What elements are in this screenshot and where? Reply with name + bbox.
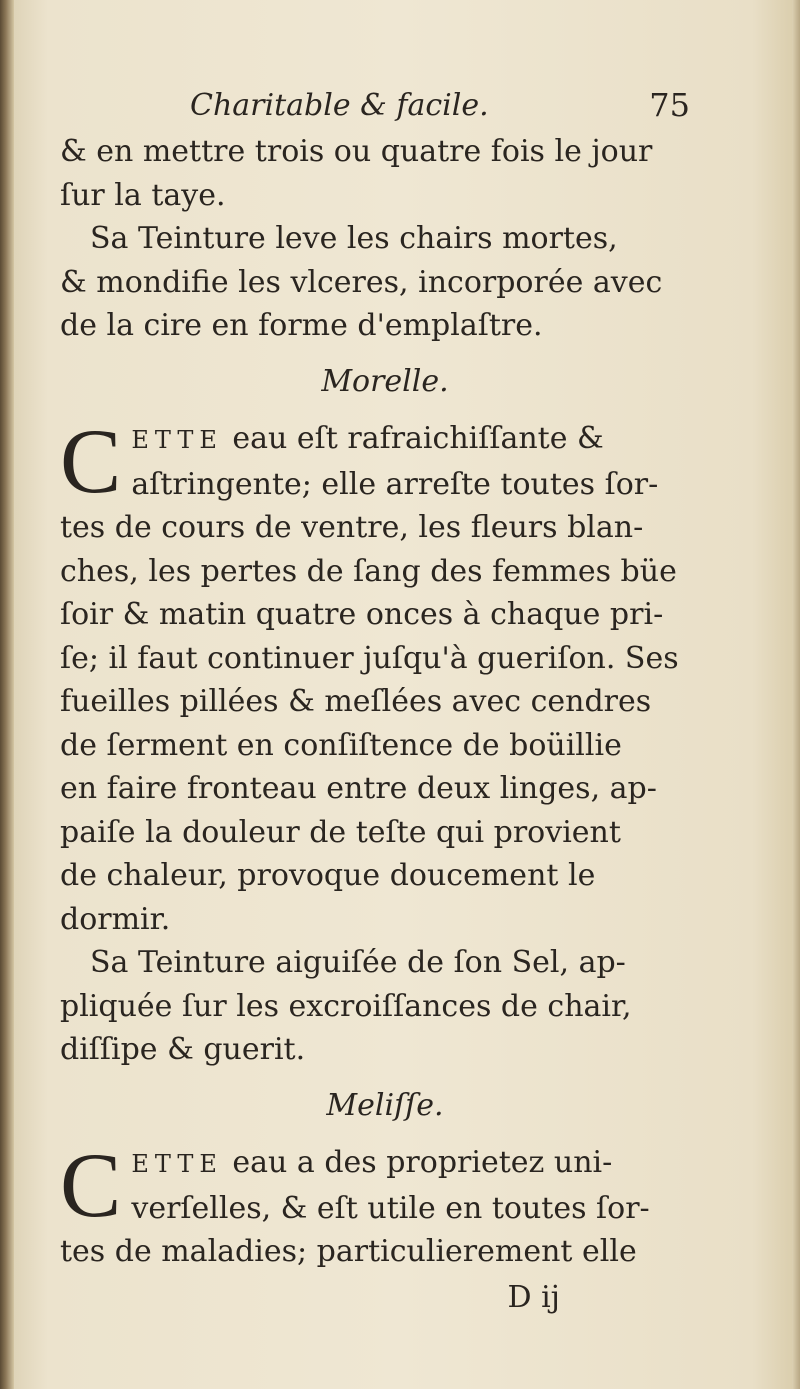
text-line: verſelles, & eſt utile en toutes ſor- (131, 1190, 650, 1226)
text-line: ches, les pertes de ſang des femmes büe (60, 553, 677, 589)
text-line: aſtringente; elle arreſte toutes ſor- (131, 466, 659, 502)
page-right-edge (792, 0, 800, 1389)
text-line: fueilles pillées & meſlées avec cendres (60, 684, 652, 719)
section-teinture (60, 217, 710, 348)
running-title: Charitable & facile. (190, 88, 489, 123)
page-number: 75 (649, 86, 690, 124)
text-line: de la cire en forme d'emplaſtre. (60, 308, 543, 343)
text-line: de ſerment en conſiſtence de boüillie (60, 727, 622, 763)
text-line: Sa Teinture leve les chairs mortes, (90, 221, 618, 256)
paragraph-melisse (60, 1134, 710, 1274)
drop-cap: C (60, 410, 122, 512)
text-line: diſſipe & guerit. (60, 1032, 306, 1067)
text-line: dormir. (60, 901, 171, 937)
section-continuation (60, 130, 710, 217)
text-line: Sa Teinture aiguiſée de ſon Sel, ap- (90, 945, 626, 980)
text-line: eau eſt rafraichiſſante & (232, 421, 604, 456)
text-line: en faire fronteau entre deux linges, ap- (60, 771, 657, 806)
section-heading-melisse: Meliſſe. (326, 1087, 444, 1123)
text-line: tes de cours de ventre, les fleurs blan- (60, 510, 644, 545)
text-line: paiſe la douleur de teſte qui provient (60, 814, 621, 850)
text-line: & en mettre trois ou quatre fois le jour (60, 134, 653, 169)
text-line: de chaleur, provoque doucement le (60, 858, 596, 893)
first-word-smallcaps: ETTE (131, 1150, 223, 1178)
text-line: ſe; il faut continuer juſqu'à gueriſon. Ses (60, 640, 679, 676)
page-header (60, 80, 710, 130)
page-binding-edge (0, 0, 14, 1389)
section-heading-morelle: Morelle. (321, 363, 449, 399)
text-line: pliquée ſur les excroiſſances de chair, (60, 988, 632, 1024)
text-line: ſoir & matin quatre onces à chaque pri- (60, 597, 664, 632)
drop-cap: C (60, 1134, 122, 1236)
text-line: tes de maladies; particulierement elle (60, 1234, 637, 1269)
first-word-smallcaps: ETTE (131, 426, 223, 454)
text-line: & mondifie les vlceres, incorporée avec (60, 264, 663, 300)
paragraph-morelle (60, 410, 710, 1072)
text-line: eau a des proprietez uni- (232, 1145, 613, 1180)
signature-mark: D ij (507, 1279, 560, 1315)
text-block (60, 80, 710, 1319)
text-line: ſur la taye. (60, 177, 226, 213)
